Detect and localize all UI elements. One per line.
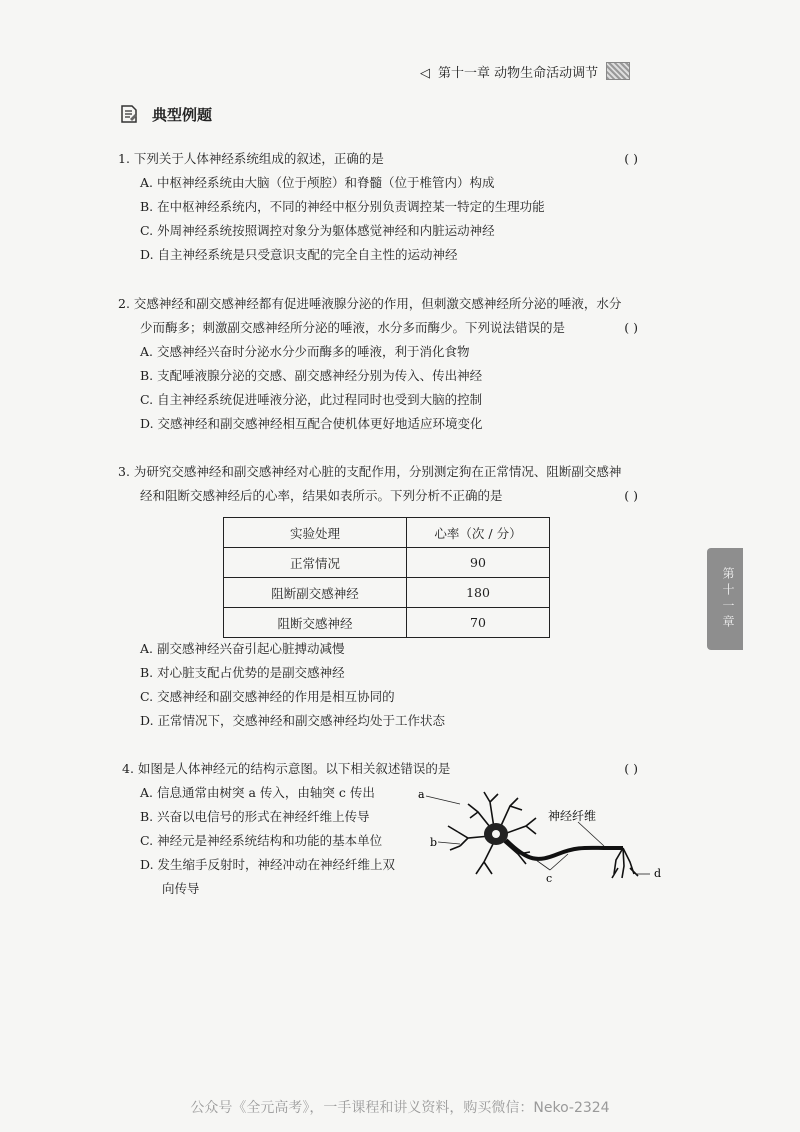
table-row	[224, 548, 550, 578]
chapter-tag-icon	[606, 62, 630, 80]
answer-paren: ( )	[624, 320, 638, 335]
question-2	[118, 292, 648, 436]
question-stem: 4. 如图是人体神经元的结构示意图。以下相关叙述错误的是	[122, 761, 451, 776]
option-c: C. 神经元是神经系统结构和功能的基本单位	[140, 833, 383, 848]
section-title: 典型例题	[152, 106, 213, 124]
table-row	[224, 578, 550, 608]
option-a: A. 中枢神经系统由大脑（位于颅腔）和脊髓（位于椎管内）构成	[140, 175, 495, 190]
question-stem-line-1: 3. 为研究交感神经和副交感神经对心脏的支配作用，分别测定狗在正常情况、阻断副交感神	[118, 464, 622, 479]
footer-watermark: 公众号《全元高考》，一手课程和讲义资料，购买微信：Neko-2324	[190, 1100, 610, 1116]
question-stem-line-2: 少而酶多；刺激副交感神经所分泌的唾液，水分多而酶少。下列说法错误的是	[140, 320, 566, 335]
label-line-b	[438, 842, 460, 844]
option-a: A. 交感神经兴奋时分泌水分少而酶多的唾液，利于消化食物	[140, 344, 470, 359]
table-cell: 阻断交感神经	[224, 608, 407, 638]
question-1	[118, 147, 638, 267]
table-cell: 180	[407, 578, 550, 608]
option-d: D. 正常情况下，交感神经和副交感神经均处于工作状态	[140, 713, 446, 728]
table-header: 实验处理	[224, 518, 407, 548]
option-c: C. 交感神经和副交感神经的作用是相互协同的	[140, 689, 395, 704]
table-header: 心率（次 / 分）	[407, 518, 550, 548]
option-a: A. 副交感神经兴奋引起心脏搏动减慢	[140, 641, 345, 656]
option-b: B. 支配唾液腺分泌的交感、副交感神经分别为传入、传出神经	[140, 368, 483, 383]
table-cell: 阻断副交感神经	[224, 578, 407, 608]
heart-rate-table	[223, 517, 550, 638]
answer-paren: ( )	[624, 761, 638, 776]
question-stem-line-1: 2. 交感神经和副交感神经都有促进唾液腺分泌的作用，但刺激交感神经所分泌的唾液，水分	[118, 296, 622, 311]
option-d-continued: 向传导	[162, 881, 200, 896]
label-line-a	[426, 796, 460, 804]
option-c: C. 外周神经系统按照调控对象分为躯体感觉神经和内脏运动神经	[140, 223, 495, 238]
table-cell: 90	[407, 548, 550, 578]
table-cell: 正常情况	[224, 548, 407, 578]
marker-icon: ◁	[420, 66, 430, 81]
axon-terminal	[612, 848, 638, 878]
question-stem-line-2: 经和阻断交感神经后的心率，结果如表所示。下列分析不正确的是	[140, 488, 503, 503]
nucleus	[492, 830, 500, 838]
option-d: D. 发生缩手反射时，神经冲动在神经纤维上双	[140, 857, 396, 872]
axon	[506, 840, 623, 859]
table-header-row	[224, 518, 550, 548]
chapter-side-tab: 第十一章	[707, 548, 743, 650]
table-row	[224, 608, 550, 638]
label-a: a	[418, 788, 425, 801]
option-a: A. 信息通常由树突 a 传入，由轴突 c 传出	[140, 785, 375, 800]
question-stem: 1. 下列关于人体神经系统组成的叙述，正确的是	[118, 151, 384, 166]
answer-paren: ( )	[624, 151, 638, 166]
option-b: B. 在中枢神经系统内，不同的神经中枢分别负责调控某一特定的生理功能	[140, 199, 545, 214]
label-c: c	[546, 872, 553, 885]
neuron-diagram	[418, 782, 678, 902]
table-cell: 70	[407, 608, 550, 638]
option-c: C. 自主神经系统促进唾液分泌，此过程同时也受到大脑的控制	[140, 392, 483, 407]
label-d: d	[654, 867, 662, 880]
option-b: B. 兴奋以电信号的形式在神经纤维上传导	[140, 809, 370, 824]
option-d: D. 交感神经和副交感神经相互配合使机体更好地适应环境变化	[140, 416, 483, 431]
label-b: b	[430, 836, 438, 849]
answer-paren: ( )	[624, 488, 638, 503]
label-fiber: 神经纤维	[548, 809, 597, 823]
option-d: D. 自主神经系统是只受意识支配的完全自主性的运动神经	[140, 247, 458, 262]
question-3-options	[118, 637, 445, 733]
question-3	[118, 460, 648, 508]
label-line-fiber	[578, 822, 604, 846]
chapter-header	[420, 62, 630, 81]
chapter-title: 第十一章 动物生命活动调节	[438, 66, 599, 81]
option-b: B. 对心脏支配占优势的是副交感神经	[140, 665, 345, 680]
